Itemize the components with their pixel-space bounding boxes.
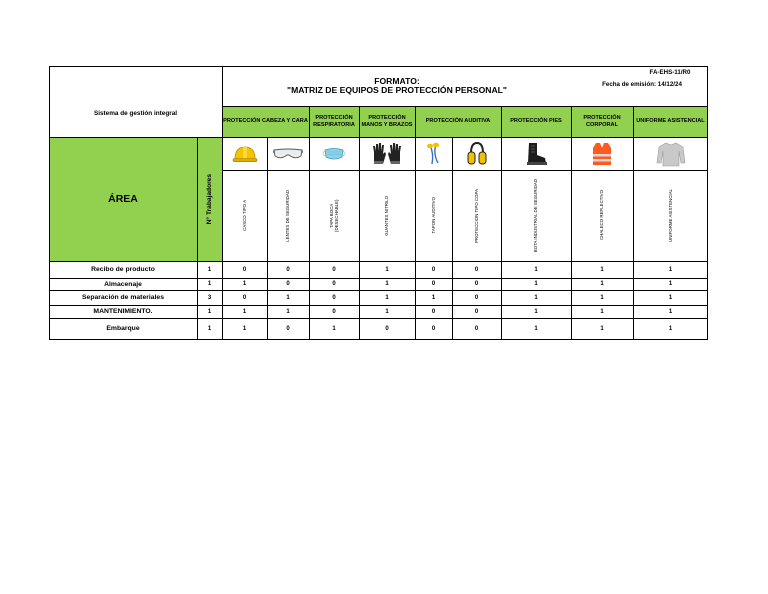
grid-line — [49, 339, 708, 340]
equipment-name-vest — [571, 170, 633, 261]
equipment-name-glasses — [267, 170, 309, 261]
grid-line — [222, 66, 223, 340]
equipment-name-hard-hat — [222, 170, 267, 261]
ppe-matrix-sheet — [49, 66, 708, 351]
issue-date: Fecha de emisión: 14/12/24 — [602, 80, 682, 88]
uniform-shirt-icon — [633, 137, 708, 170]
equipment-name-gloves — [359, 170, 415, 261]
row-workers-count: 3 — [207, 294, 212, 301]
row-area-name: Separación de materiales — [82, 294, 164, 301]
row-value-cell: 1 — [286, 294, 290, 301]
workers-header — [197, 137, 222, 261]
row-value-cell: 1 — [600, 325, 604, 332]
equipment-name-text: BOTA INDUSTRIAL DE SEGURIDAD — [533, 178, 539, 253]
equipment-name-mask — [309, 170, 359, 261]
row-value-cell: 1 — [668, 325, 673, 332]
row-value-cell: 1 — [534, 308, 538, 315]
workers-header-text: N° Trabajadores — [205, 173, 213, 225]
grid-line — [49, 278, 708, 279]
grid-line — [49, 318, 708, 319]
matrix-title: "MATRIZ DE EQUIPOS DE PROTECCIÓN PERSONAL" — [287, 85, 507, 95]
equipment-name-text: GUANTES NITRILO — [384, 195, 390, 236]
grid-line — [571, 106, 572, 340]
row-value-cell: 1 — [286, 308, 290, 315]
grid-line — [359, 106, 360, 340]
row-value-cell: 1 — [242, 308, 247, 315]
grid-line — [49, 137, 708, 138]
category-hearing: PROTECCIÓN AUDITIVA — [415, 106, 501, 137]
row-value-cell: 0 — [474, 294, 479, 301]
equipment-name-text: TAPON AUDITIVO — [430, 197, 436, 234]
row-value-cell: 1 — [242, 325, 247, 332]
face-mask-icon — [309, 137, 359, 170]
hard-hat-icon — [222, 137, 267, 170]
row-value-cell: 0 — [242, 294, 247, 301]
grid-line — [49, 290, 708, 291]
row-area-name: Embarque — [106, 325, 140, 332]
earplugs-icon — [415, 137, 452, 170]
grid-line — [49, 66, 50, 340]
row-value-cell: 1 — [600, 294, 604, 301]
grid-line — [222, 170, 708, 171]
category-head-face: PROTECCIÓN CABEZA Y CARA — [222, 106, 309, 137]
row-value-cell: 1 — [600, 308, 604, 315]
grid-line — [501, 106, 502, 340]
grid-line — [197, 137, 198, 340]
row-value-cell: 0 — [474, 308, 479, 315]
row-value-cell: 0 — [474, 325, 479, 332]
row-value-cell: 1 — [385, 294, 389, 301]
row-value-cell: 1 — [332, 325, 336, 332]
row-value-cell: 1 — [385, 308, 389, 315]
row-value-cell: 1 — [385, 281, 389, 287]
row-area-name: Almacenaje — [104, 280, 142, 288]
equipment-name-text: CASCO TIPO A — [241, 200, 247, 231]
row-value-cell: 1 — [534, 281, 538, 287]
category-uniform: UNIFORME ASISTENCIAL — [633, 106, 708, 137]
equipment-name-text: TAPA BOCA (DESECHABLE) — [328, 199, 339, 232]
row-value-cell: 1 — [385, 266, 389, 273]
grid-line — [267, 137, 268, 340]
row-value-cell: 0 — [385, 325, 389, 332]
area-header: ÁREA — [49, 137, 197, 261]
equipment-name-text: PROTECCION TIPO COPA — [473, 188, 479, 243]
reflective-vest-icon — [571, 137, 633, 170]
safety-boot-icon — [501, 137, 571, 170]
document-title — [222, 74, 572, 98]
row-value-cell: 1 — [600, 266, 604, 273]
row-value-cell: 0 — [332, 308, 336, 315]
row-workers-count: 1 — [207, 281, 212, 287]
category-hands-arms: PROTECCIÓN MANOS Y BRAZOS — [359, 106, 415, 137]
row-value-cell: 0 — [431, 308, 436, 315]
row-value-cell: 1 — [431, 294, 436, 301]
row-value-cell: 0 — [431, 281, 436, 287]
row-area-name: MANTENIMIENTO. — [93, 308, 153, 315]
grid-line — [49, 66, 708, 67]
row-value-cell: 0 — [332, 294, 336, 301]
earmuffs-icon — [452, 137, 501, 170]
grid-line — [49, 305, 708, 306]
grid-line — [707, 66, 708, 340]
row-value-cell: 0 — [286, 266, 290, 273]
grid-line — [49, 261, 708, 262]
equipment-name-earmuffs — [452, 170, 501, 261]
category-respiratory: PROTECCIÓN RESPIRATORIA — [309, 106, 359, 137]
row-value-cell: 1 — [668, 266, 673, 273]
row-value-cell: 1 — [534, 294, 538, 301]
row-value-cell: 0 — [474, 266, 479, 273]
row-workers-count: 1 — [207, 308, 212, 315]
grid-line — [415, 106, 416, 340]
equipment-name-text: LENTES DE SEGURIDAD — [285, 189, 291, 242]
equipment-name-boot — [501, 170, 571, 261]
row-value-cell: 1 — [668, 294, 673, 301]
equipment-name-uniform — [633, 170, 708, 261]
row-workers-count: 1 — [207, 266, 212, 273]
row-value-cell: 1 — [668, 308, 673, 315]
grid-line — [222, 106, 708, 107]
grid-line — [633, 106, 634, 340]
equipment-name-text: CHALECO REFLECTIVO — [599, 190, 605, 241]
category-body: PROTECCIÓN CORPORAL — [571, 106, 633, 137]
company-system-text: Sistema de gestión integral — [93, 110, 178, 117]
grid-line — [309, 106, 310, 340]
row-value-cell: 0 — [332, 281, 336, 287]
row-value-cell: 1 — [242, 281, 247, 287]
row-workers-count: 1 — [207, 325, 212, 332]
row-value-cell: 0 — [474, 281, 479, 287]
grid-line — [452, 137, 453, 340]
equipment-name-text: UNIFORME ASISTENCIAL — [667, 189, 673, 242]
row-value-cell: 1 — [668, 281, 673, 287]
row-value-cell: 1 — [534, 266, 538, 273]
row-value-cell: 0 — [242, 266, 247, 273]
row-area-name: Recibo de producto — [91, 266, 155, 273]
row-value-cell: 0 — [431, 325, 436, 332]
row-value-cell: 1 — [600, 281, 604, 287]
category-feet: PROTECCIÓN PIES — [501, 106, 571, 137]
gloves-icon — [359, 137, 415, 170]
row-value-cell: 0 — [286, 325, 290, 332]
row-value-cell: 0 — [286, 281, 290, 287]
safety-glasses-icon — [267, 137, 309, 170]
row-value-cell: 0 — [431, 266, 436, 273]
row-value-cell: 1 — [534, 325, 538, 332]
document-code: FA-EHS-11/R0 — [649, 68, 691, 76]
row-value-cell: 0 — [332, 266, 336, 273]
equipment-name-earplugs — [415, 170, 452, 261]
format-label: FORMATO: — [374, 75, 420, 86]
